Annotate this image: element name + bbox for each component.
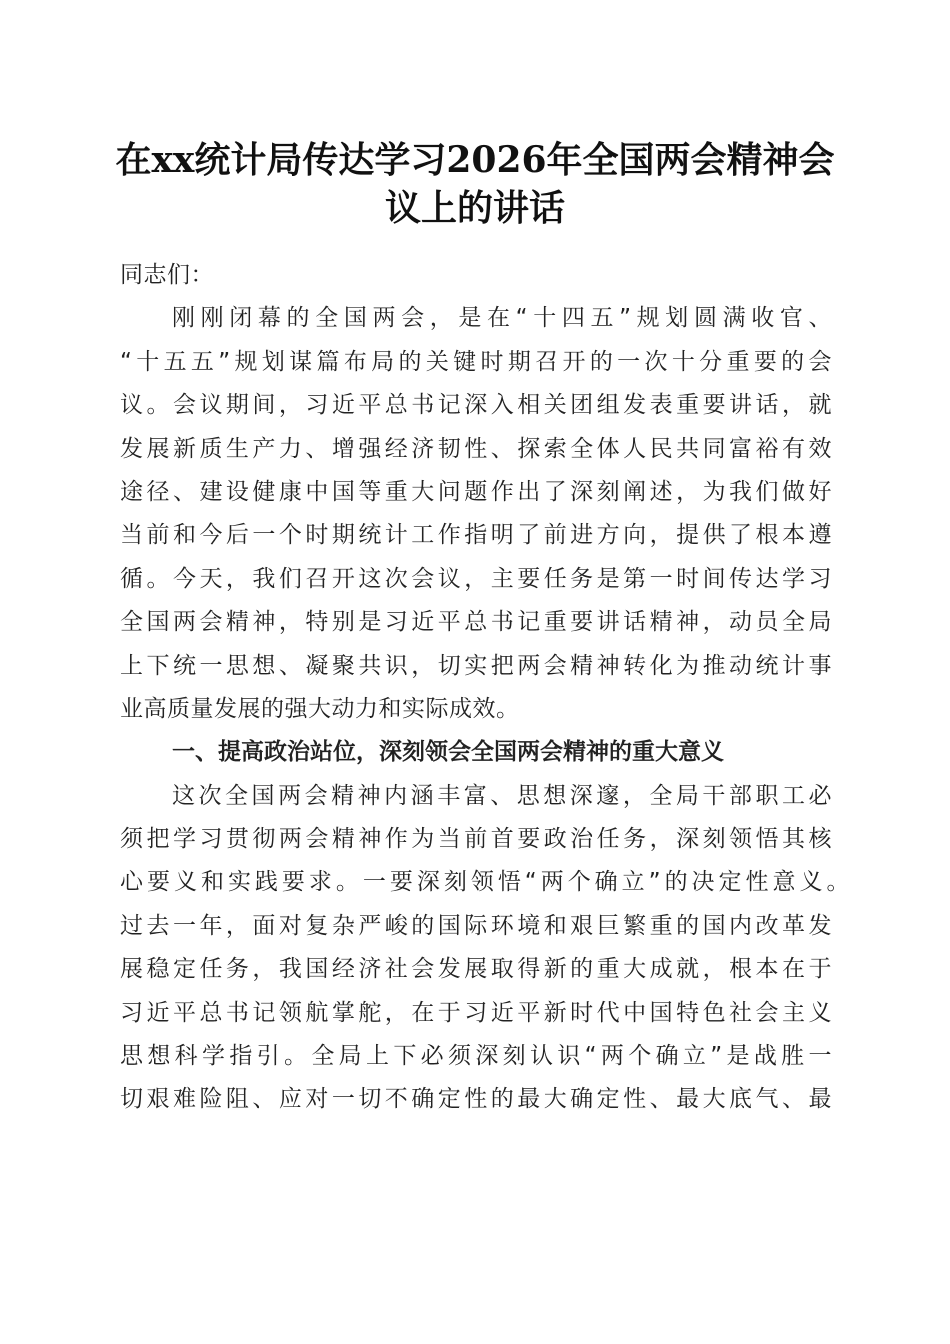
salutation: 同志们： bbox=[120, 262, 214, 288]
paragraph-1-line: 循。今天，我们召开这次会议，主要任务是第一时间传达学习 bbox=[120, 565, 832, 592]
paragraph-1-line: 业高质量发展的强大动力和实际成效。 bbox=[120, 695, 520, 722]
paragraph-1-line: 刚刚闭幕的全国两会，是在“十四五”规划圆满收官、 bbox=[172, 305, 832, 332]
paragraph-2-line: 切艰难险阻、应对一切不确定性的最大确定性、最大底气、最 bbox=[120, 1086, 832, 1113]
paragraph-1-line: 途径、建设健康中国等重大问题作出了深刻阐述，为我们做好 bbox=[120, 478, 832, 505]
title-line-2: 议上的讲话 bbox=[384, 187, 565, 229]
paragraph-1-line: “十五五”规划谋篇布局的关键时期召开的一次十分重要的会 bbox=[120, 348, 832, 375]
document-body bbox=[120, 254, 850, 1122]
paragraph-2-line: 心要义和实践要求。一要深刻领悟“两个确立”的决定性意义。 bbox=[120, 869, 850, 896]
paragraph-1-line: 当前和今后一个时期统计工作指明了前进方向，提供了根本遵 bbox=[120, 522, 832, 549]
paragraph-1-line: 上下统一思想、凝聚共识，切实把两会精神转化为推动统计事 bbox=[120, 652, 832, 679]
section-heading-1: 一、提高政治站位，深刻领会全国两会精神的重大意义 bbox=[172, 739, 724, 766]
paragraph-2-line: 这次全国两会精神内涵丰富、思想深邃，全局干部职工必 bbox=[172, 782, 832, 809]
title-line-1: 在xx统计局传达学习2026年全国两会精神会 bbox=[115, 139, 835, 181]
paragraph-2-line: 须把学习贯彻两会精神作为当前首要政治任务，深刻领悟其核 bbox=[120, 826, 832, 853]
paragraph-1-line: 发展新质生产力、增强经济韧性、探索全体人民共同富裕有效 bbox=[120, 435, 832, 462]
paragraph-2-line: 过去一年，面对复杂严峻的国际环境和艰巨繁重的国内改革发 bbox=[120, 912, 832, 939]
paragraph-2-line: 展稳定任务，我国经济社会发展取得新的重大成就，根本在于 bbox=[120, 956, 832, 983]
document-title bbox=[100, 136, 850, 232]
paragraph-2-line: 习近平总书记领航掌舵，在于习近平新时代中国特色社会主义 bbox=[120, 999, 832, 1026]
paragraph-1-line: 议。会议期间，习近平总书记深入相关团组发表重要讲话，就 bbox=[120, 392, 832, 419]
paragraph-1 bbox=[120, 297, 832, 731]
paragraph-1-line: 全国两会精神，特别是习近平总书记重要讲话精神，动员全局 bbox=[120, 609, 832, 636]
paragraph-2 bbox=[120, 775, 850, 1122]
paragraph-2-line: 思想科学指引。全局上下必须深刻认识“两个确立”是战胜一 bbox=[120, 1043, 832, 1070]
